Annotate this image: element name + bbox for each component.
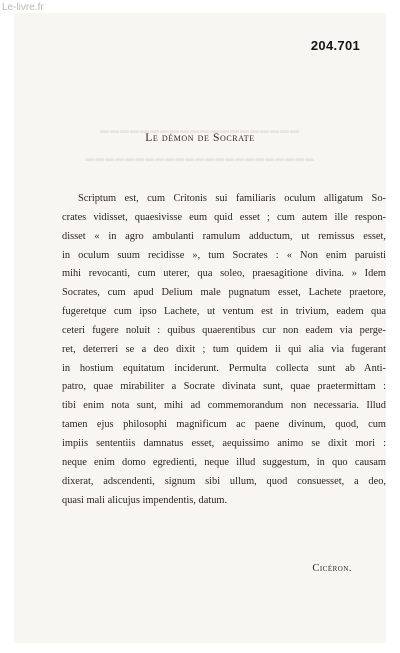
paragraph-line: crates vidisset, quaesivisse eum quid esset ; cum autem ille respon-	[62, 211, 386, 223]
paragraph-line: dixerat, adscendenti, signum sibi ullum, quod consuesset, a deo,	[62, 475, 386, 487]
paragraph-line: patro, quae mirabiliter a Socrate divinata sunt, quae praetermittam :	[62, 381, 386, 393]
show-through-bar: ▬▬▬▬▬▬▬▬▬▬▬▬▬▬▬▬▬▬▬▬▬▬▬	[85, 153, 315, 163]
paragraph-line: in hostium equitatum inciderunt. Permulta collecta sunt ab Anti-	[62, 362, 386, 374]
paragraph-line: neque enim domo egredienti, neque illud suggestum, in quo causam	[62, 456, 386, 468]
paragraph-line: fugeretque cum ipso Lachete, ut ventum est in trivium, eadem qua	[62, 306, 386, 318]
paragraph-line: tamen ejus philosophi magnificum ac paene divinum, quod, cum	[62, 419, 386, 431]
page-title: Le démon de Socrate	[145, 132, 255, 144]
author-signature: Cicéron.	[312, 563, 352, 574]
paragraph-line: impiis sententiis damnatus esset, aequissimo animo se dixit mori :	[62, 437, 386, 449]
catalog-number: 204.701	[310, 38, 360, 53]
paragraph-line: disset « in agro ambulanti ramulum adductum, ut remissus esset,	[62, 230, 386, 242]
paragraph-line: tibi enim nota sunt, mihi ad commemorandum non necessaria. Illud	[62, 400, 386, 412]
paragraph-line: ceteri fugere noluit : quibus quaerentibus cur non eadem via perge-	[62, 324, 386, 336]
paragraph-line: mihi revocanti, cum uterer, qua soleo, praesagitione divina. » Idem	[62, 268, 386, 280]
paragraph-line: in oculum suum recidisse », tum Socrates : « Non enim paruisti	[62, 249, 386, 261]
paragraph-line: Socrates, cum apud Delium male pugnatum esset, Lachete praetore,	[62, 287, 386, 299]
latin-paragraph	[62, 190, 386, 510]
show-through-bar: ▬▬▬▬▬▬▬▬▬▬▬▬▬▬▬▬▬▬▬▬	[100, 125, 300, 135]
site-watermark: Le-livre.fr	[2, 2, 44, 13]
paragraph-line: Scriptum est, cum Critonis sui familiaris oculum alligatum So-	[78, 193, 386, 204]
document-page	[14, 13, 386, 643]
paragraph-line: quasi mali alicujus impendentis, datum.	[62, 494, 228, 506]
paragraph-line: ret, deterreri se a deo dixit ; tum quidem ii qui alia via fugerant	[62, 343, 386, 355]
